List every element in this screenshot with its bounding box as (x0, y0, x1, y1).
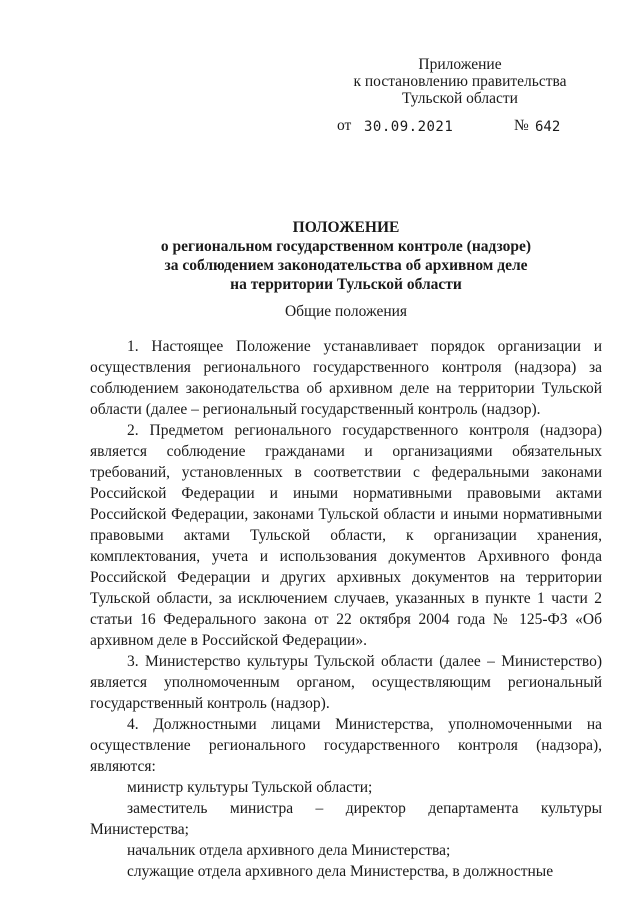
list-item: начальник отдела архивного дела Министерства; (127, 842, 451, 859)
section-title: Общие положения (284, 303, 408, 320)
resolution-date: 30.09.2021 (364, 119, 454, 135)
paragraph: 2. Предметом регионального государственного контроля (надзора) является соблюдение гражданами и организациями обязательных требований, установленных в соответствии с федеральными законами Российской Федерации и иными нормативными правовыми актами Российской Федерации, законами Тульской области и иными нормативными правовыми актами Тульской области, к организации хранения, комплектования, учета и использования документов Архивного фонда Российской Федерации и других архивных документов на территории Тульской области, за исключением случаев, указанных в пункте 1 части 2 статьи 16 Федерального закона от 22 октября 2004 года № 125-ФЗ «Об архивном деле в Российской Федерации». (90, 422, 602, 649)
list-item: министр культуры Тульской области; (127, 779, 373, 796)
appendix-block (350, 56, 570, 107)
title-line: за соблюдением законодательства об архивном деле (164, 257, 528, 274)
date-prefix: от (337, 117, 352, 134)
paragraph: 1. Настоящее Положение устанавливает порядок организации и осуществления регионального государственного контроля (надзора) за соблюдением законодательства об архивном деле на территории Тульской области (далее – региональный государственный контроль (надзор). (90, 338, 602, 418)
list-item: служащие отдела архивного дела Министерства, в должностные (127, 863, 554, 880)
appendix-line: к постановлению правительства (353, 73, 567, 90)
paragraph: 4. Должностными лицами Министерства, уполномоченными на осуществление регионального государственного контроля (надзора), являются: (90, 716, 602, 775)
paragraph: 3. Министерство культуры Тульской области (далее – Министерство) является уполномоченным органом, осуществляющим региональный государственный контроль (надзор). (90, 653, 602, 712)
title-line: на территории Тульской области (230, 276, 462, 293)
resolution-number: 642 (535, 119, 561, 135)
title-line: ПОЛОЖЕНИЕ (292, 219, 400, 236)
appendix-line: Тульской области (402, 90, 518, 107)
document-body (90, 336, 602, 882)
appendix-line: Приложение (418, 56, 502, 73)
list-item: заместитель министра – директор департамента культуры Министерства; (90, 800, 602, 838)
number-prefix: № (514, 117, 529, 134)
document-title (90, 218, 602, 294)
title-line: о региональном государственном контроле (надзоре) (160, 238, 532, 255)
